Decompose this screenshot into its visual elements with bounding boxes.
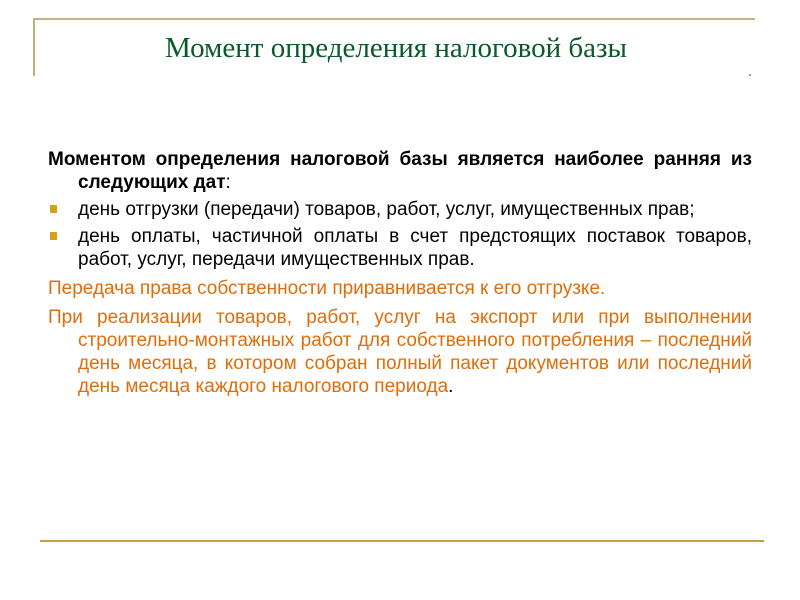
note-ownership-transfer: Передача права собственности приравнивается к его отгрузке. [48,278,606,299]
slide-body [48,148,752,398]
bullet-item [48,225,752,271]
bullet-text: день отгрузки (передачи) товаров, работ, услуг, имущественных прав; [78,199,695,220]
note-export [48,306,752,398]
square-bullet-icon [50,205,57,213]
intro-paragraph [48,148,752,194]
bullet-item [48,198,752,221]
bullet-text: день оплаты, частичной оплаты в счет предстоящих поставок товаров, работ, услуг, передачи имущественных прав. [78,226,752,270]
title-frame-left-line [33,18,35,76]
bottom-divider [40,540,764,542]
square-bullet-icon [50,232,57,240]
slide-title: Момент определения налоговой базы [165,32,627,64]
decorative-dot [749,74,751,76]
intro-colon: : [225,172,231,193]
title-frame-top-line [33,18,755,20]
note-export-text: При реализации товаров, работ, услуг на экспорт или при выполнении строительно-монтажных работ для собственного потребления – последний день месяца, в котором собран полный пакет документов или последний день месяца каждого налогового периода [48,307,752,397]
intro-lead-text: Моментом определения налоговой базы является наиболее ранняя из следующих дат [48,149,752,193]
note-export-period: . [448,376,454,397]
